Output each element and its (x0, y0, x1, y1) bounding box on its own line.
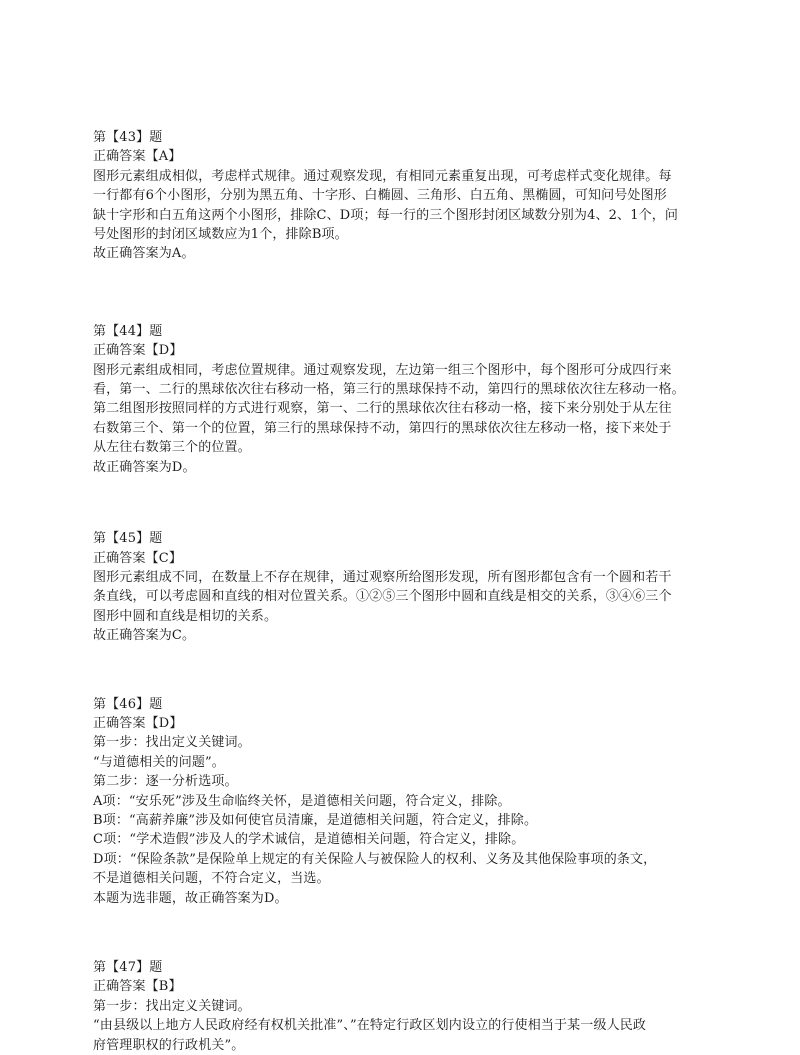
question-header: 第【46】题 (93, 696, 163, 712)
question-header: 第【43】题 (93, 130, 163, 145)
question-45 (93, 529, 723, 645)
explanation-line: 图形中圆和直线是相切的关系。 (93, 608, 278, 624)
correct-answer: 正确答案【D】 (93, 343, 183, 359)
explanation-line: 故正确答案为A。 (93, 246, 195, 262)
explanation-line: D项：“保险条款”是保险单上规定的有关保险人与被保险人的权利、义务及其他保险事项的条文， (93, 851, 657, 867)
explanation-line: 图形元素组成不同，在数量上不存在规律，通过观察所给图形发现，所有图形都包含有一个圆和若干 (93, 569, 672, 585)
answer-explanations (93, 128, 723, 1055)
explanation-line: 一行都有6个小图形，分别为黑五角、十字形、白椭圆、三角形、白五角、黑椭圆，可知问号处图形 (93, 188, 667, 204)
explanation-line: 看，第一、二行的黑球依次往右移动一格，第三行的黑球保持不动，第四行的黑球依次往左移动一格。 (93, 382, 685, 398)
explanation-line: C项：“学术造假”涉及人的学术诚信，是道德相关问题，符合定义，排除。 (93, 832, 525, 848)
explanation-line: “与道德相关的问题”。 (93, 754, 225, 770)
explanation-line: 故正确答案为D。 (93, 459, 196, 475)
explanation-line: 条直线，可以考虑圆和直线的相对位置关系。①②⑤三个图形中圆和直线是相交的关系，③④⑥三个 (93, 589, 672, 605)
correct-answer: 正确答案【B】 (93, 979, 182, 995)
question-header: 第【45】题 (93, 531, 163, 547)
explanation-line: “由县级以上地方人民政府经有权机关批准”、”在特定行政区划内设立的行使相当于某一级人民政 (93, 1018, 647, 1034)
question-header: 第【47】题 (93, 960, 163, 975)
explanation-line: 本题为选非题，故正确答案为D。 (93, 890, 288, 906)
question-44 (93, 322, 723, 477)
explanation-line: 第二组图形按照同样的方式进行观察，第一、二行的黑球依次往右移动一格，接下来分别处于从左往 (93, 401, 672, 417)
explanation-line: 号处图形的封闭区域数应为1个，排除B项。 (93, 227, 348, 243)
explanation-line: 右数第三个、第一个的位置，第三行的黑球保持不动，第四行的黑球依次往左移动一格，接下来处于 (93, 420, 672, 436)
explanation-line: 故正确答案为C。 (93, 628, 196, 644)
question-header: 第【44】题 (93, 323, 163, 339)
explanation-line: 不是道德相关问题，不符合定义，当选。 (93, 871, 330, 887)
explanation-line: 图形元素组成相似，考虑样式规律。通过观察发现，有相同元素重复出现，可考虑样式变化规律。每 (93, 168, 672, 184)
explanation-line: 缺十字形和白五角这两个小图形，排除C、D项；每一行的三个图形封闭区域数分别为4、2、1个，问 (93, 207, 679, 223)
correct-answer: 正确答案【A】 (93, 149, 182, 165)
correct-answer: 正确答案【D】 (93, 715, 183, 731)
question-43 (93, 128, 723, 264)
explanation-line: B项：“高薪养廉”涉及如何使官员清廉，是道德相关问题，符合定义，排除。 (93, 812, 538, 828)
explanation-line: 图形元素组成相同，考虑位置规律。通过观察发现，左边第一组三个图形中，每个图形可分成四行来 (93, 362, 672, 378)
correct-answer: 正确答案【C】 (93, 550, 182, 566)
question-46 (93, 695, 723, 908)
explanation-line: 从左往右数第三个的位置。 (93, 440, 251, 456)
explanation-line: A项：“安乐死”涉及生命临终关怀，是道德相关问题，符合定义，排除。 (93, 793, 511, 809)
question-47 (93, 958, 723, 1055)
explanation-line: 第一步：找出定义关键词。 (93, 735, 251, 751)
explanation-line: 第一步：找出定义关键词。 (93, 998, 251, 1014)
explanation-line: 府管理职权的行政机关”。 (93, 1037, 245, 1053)
explanation-line: 第二步：逐一分析选项。 (93, 774, 238, 790)
